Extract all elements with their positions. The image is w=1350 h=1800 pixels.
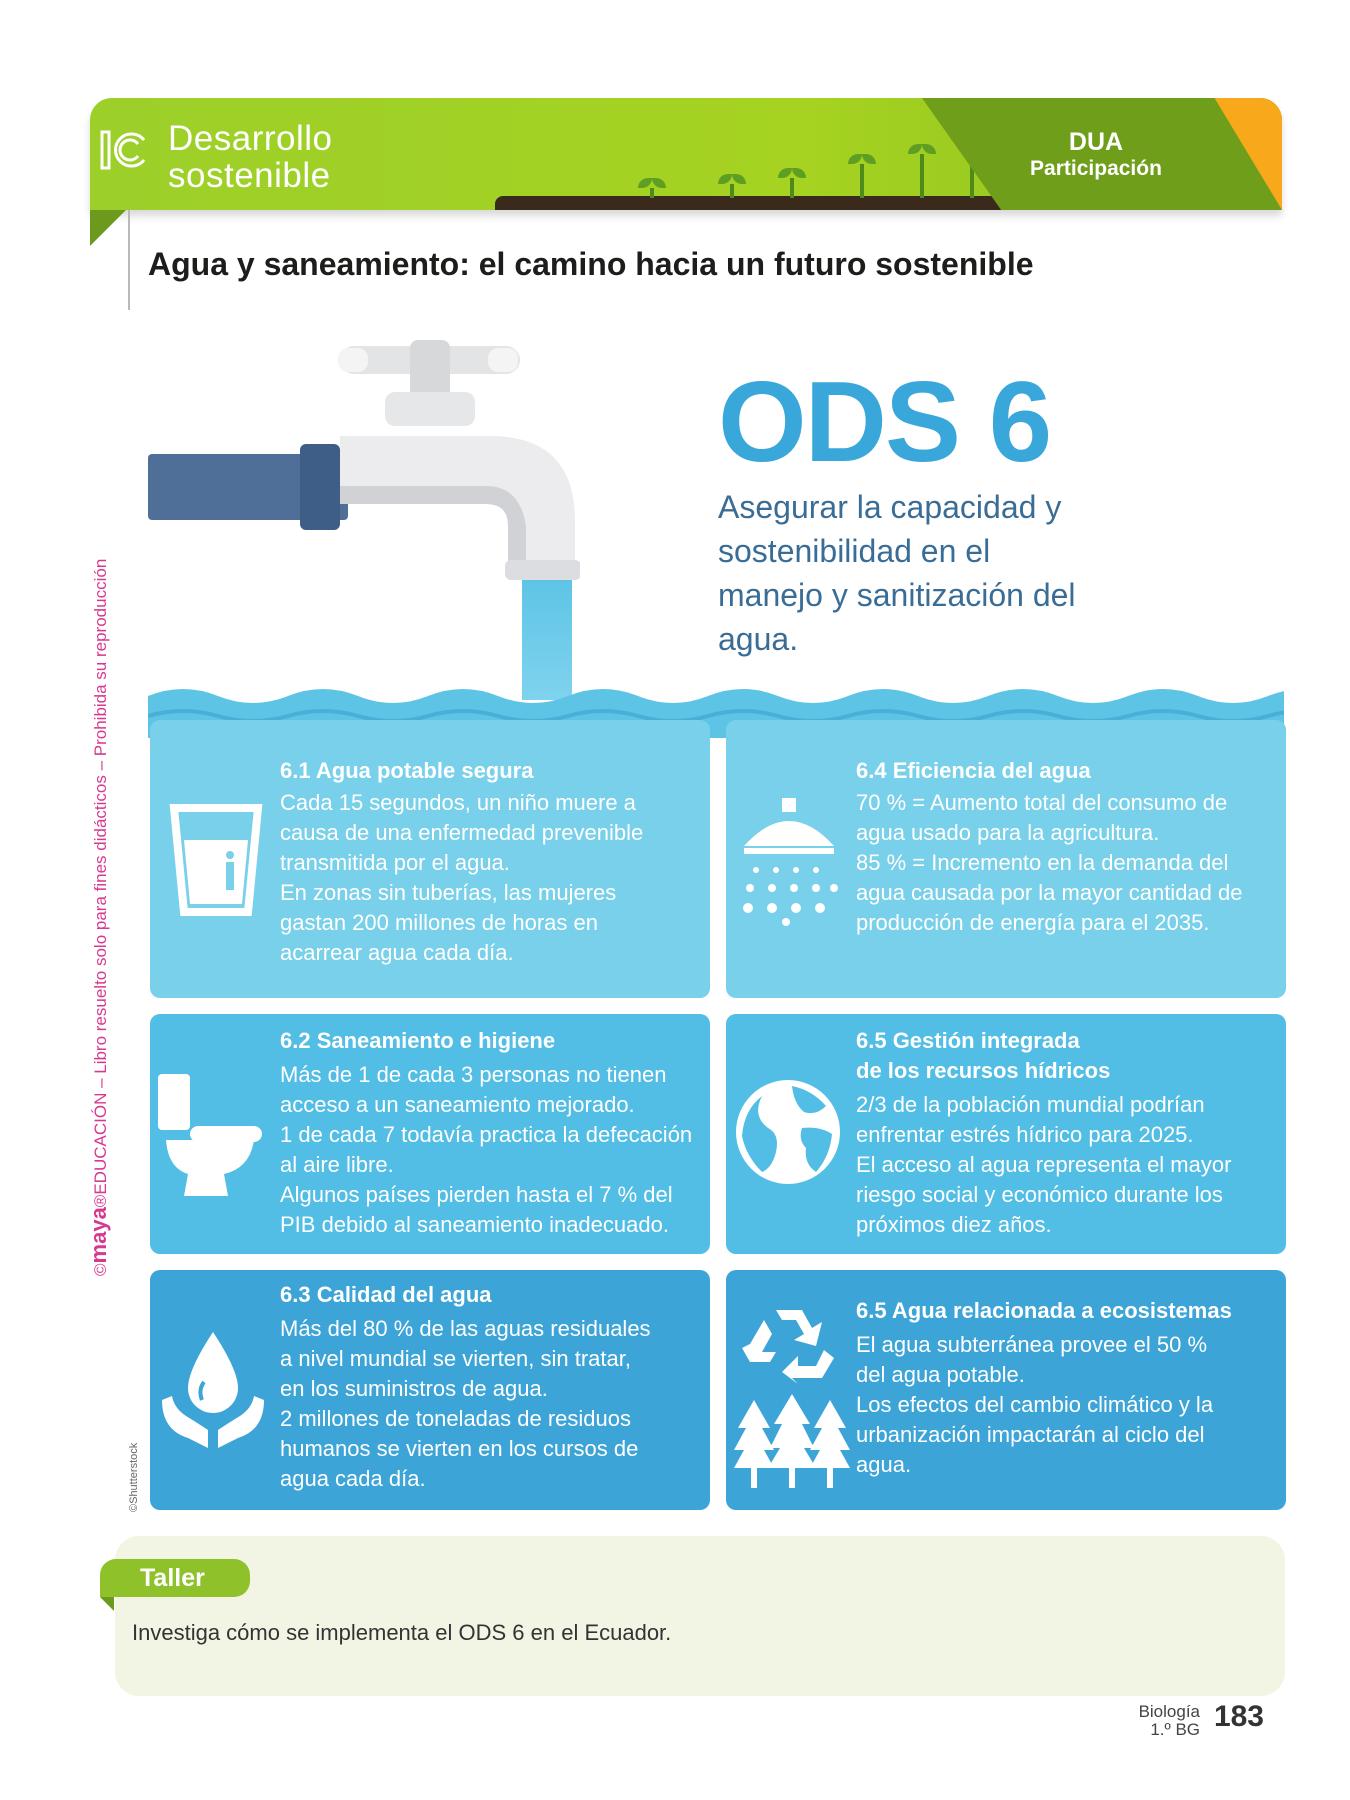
taller-fold	[100, 1597, 114, 1611]
ic-logo-icon	[98, 124, 150, 176]
sprout-icon	[650, 188, 654, 198]
card-6-2	[150, 1014, 710, 1254]
card-text: Más del 80 % de las aguas residuales a nivel mundial se vierten, sin tratar, en los suministros de agua. 2 millones de toneladas de residuos humanos se vierten en los cursos de agua cada día.	[280, 1316, 651, 1491]
card-title: 6.1 Agua potable segura	[280, 758, 534, 783]
banner-fold	[90, 210, 126, 246]
page-number: 183	[1213, 1700, 1264, 1733]
sprout-icon	[860, 164, 864, 198]
sprout-icon	[790, 178, 794, 198]
water-glass-icon	[166, 800, 266, 920]
card-title: 6.5 Gestión integrada de los recursos hídricos	[856, 1028, 1111, 1083]
card-title: 6.4 Eficiencia del agua	[856, 758, 1091, 783]
sprout-icon	[730, 184, 734, 198]
ods-title: ODS 6	[718, 359, 1051, 486]
globe-icon	[732, 1076, 844, 1188]
dua-badge	[1006, 128, 1186, 182]
image-credit: ©Shutterstock	[128, 1442, 140, 1512]
ods-description: Asegurar la capacidad y sostenibilidad en el manejo y sanitización del agua.	[718, 489, 1076, 657]
copyright-notice: ©maya®EDUCACIÓN – Libro resuelto solo para fines didácticos – Prohibida su reproducción	[86, 558, 111, 1276]
card-title: 6.3 Calidad del agua	[280, 1282, 492, 1307]
card-text: 70 % = Aumento total del consumo de agua usado para la agricultura. 85 % = Incremento en la demanda del agua causada por la mayor cantidad de producción de energía para el 2035.	[856, 790, 1243, 935]
soil-strip	[495, 196, 1005, 210]
section-banner	[90, 98, 1282, 210]
divider	[128, 210, 130, 310]
card-text: Cada 15 segundos, un niño muere a causa de una enfermedad prevenible transmitida por el agua. En zonas sin tuberías, las mujeres gastan 200 millones de horas en acarrear agua cada día.	[280, 790, 644, 965]
page-title: Agua y saneamiento: el camino hacia un futuro sostenible	[148, 246, 1034, 282]
card-6-5-ecosistemas	[726, 1270, 1286, 1510]
card-6-1	[150, 720, 710, 998]
card-text: El agua subterránea provee el 50 % del agua potable. Los efectos del cambio climático y la urbanización impactarán al ciclo del agua.	[856, 1332, 1214, 1477]
section-title: Desarrollo sostenible	[168, 119, 333, 195]
card-text: Más de 1 de cada 3 personas no tienen acceso a un saneamiento mejorado. 1 de cada 7 todavía practica la defecación al aire libre. Algunos países pierden hasta el 7 % del PIB debido al saneamiento inadecuado.	[280, 1062, 693, 1237]
dua-title: DUA	[1068, 128, 1124, 156]
card-6-4	[726, 720, 1286, 998]
taller-label: Taller	[100, 1559, 250, 1597]
water-drop-hands-icon	[158, 1330, 268, 1450]
taller-text: Investiga cómo se implementa el ODS 6 en el Ecuador.	[132, 1620, 672, 1645]
trees-icon	[732, 1390, 852, 1490]
recycle-icon	[736, 1304, 842, 1384]
footer-subject: Biología 1.º BG	[1138, 1702, 1200, 1739]
card-title: 6.2 Saneamiento e higiene	[280, 1028, 556, 1053]
dua-subtitle: Participación	[1030, 157, 1162, 180]
card-6-5-gestion	[726, 1014, 1286, 1254]
taller-box	[115, 1536, 1285, 1696]
card-text: 2/3 de la población mundial podrían enfrentar estrés hídrico para 2025. El acceso al agua representa el mayor riesgo social y económico durante los próximos diez años.	[856, 1092, 1232, 1237]
toilet-icon	[154, 1068, 266, 1198]
faucet-icon	[330, 336, 580, 596]
sprout-icon	[920, 154, 924, 198]
card-title: 6.5 Agua relacionada a ecosistemas	[856, 1298, 1232, 1323]
card-6-3	[150, 1270, 710, 1510]
shower-icon	[734, 796, 844, 926]
